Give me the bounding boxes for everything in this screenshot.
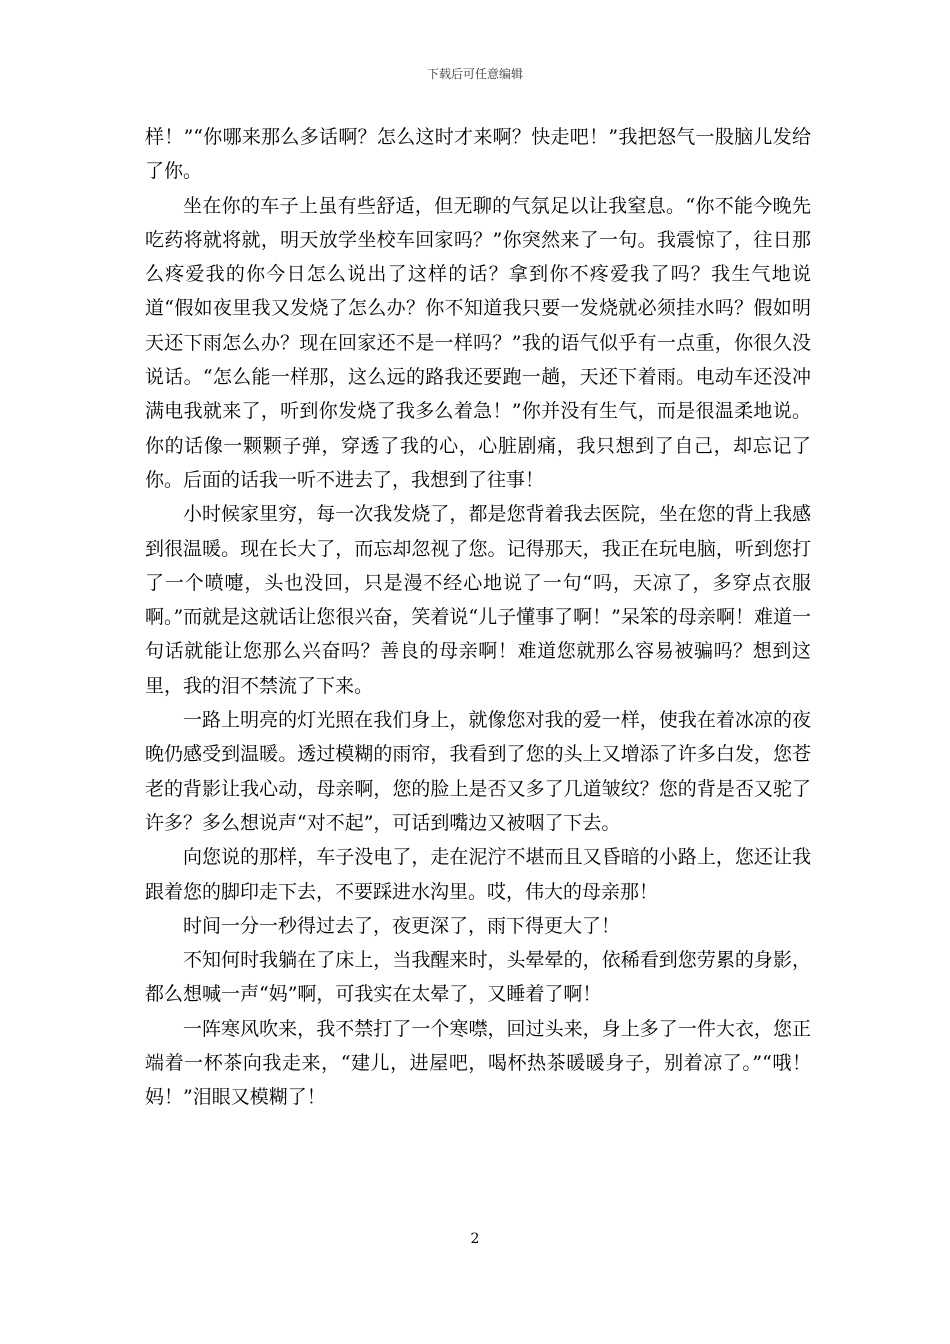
paragraph-1: 样！”“你哪来那么多话啊？怎么这时才来啊？快走吧！”我把怒气一股脑儿发给了你。: [145, 126, 811, 183]
paragraph-5: 向您说的那样，车子没电了，走在泥泞不堪而且又昏暗的小路上，您还让我跟着您的脚印走下去，不要踩进水沟里。哎，伟大的母亲那！: [145, 846, 811, 903]
paragraph-4: 一路上明亮的灯光照在我们身上，就像您对我的爱一样，使我在着冰凉的夜晚仍感受到温暖。透过模糊的雨帘，我看到了您的头上又增添了许多白发，您苍老的背影让我心动，母亲啊，您的脸上是否又多了几道皱纹？您的背是否又驼了许多？多么想说声“对不起”，可话到嘴边又被咽了下去。: [145, 709, 811, 834]
paragraph-6: 时间一分一秒得过去了，夜更深了，雨下得更大了！: [183, 914, 621, 937]
page-header: 下载后可任意编辑: [426, 67, 523, 81]
paragraph-8: 一阵寒风吹来，我不禁打了一个寒噤，回过头来，身上多了一件大衣，您正端着一杯茶向我走来，“建儿，进屋吧，喝杯热茶暖暖身子，别着凉了。”“哦！妈！”泪眼又模糊了！: [145, 1017, 811, 1109]
document-body: [145, 120, 811, 1115]
page-number: 2: [470, 1231, 480, 1247]
paragraph-2: 坐在你的车子上虽有些舒适，但无聊的气氛足以让我窒息。“你不能今晚先吃药将就将就，明天放学坐校车回家吗？”你突然来了一句。我震惊了，往日那么疼爱我的你今日怎么说出了这样的话？拿到你不疼爱我了吗？我生气地说道“假如夜里我又发烧了怎么办？你不知道我只要一发烧就必须挂水吗？假如明天还下雨怎么办？现在回家还不是一样吗？”我的语气似乎有一点重，你很久没说话。“怎么能一样那，这么远的路我还要跑一趟，天还下着雨。电动车还没冲满电我就来了，听到你发烧了我多么着急！”你并没有生气，而是很温柔地说。你的话像一颗颗子弹，穿透了我的心，心脏剧痛，我只想到了自己，却忘记了你。后面的话我一听不进去了，我想到了往事！: [145, 194, 811, 491]
paragraph-7: 不知何时我躺在了床上，当我醒来时，头晕晕的，依稀看到您劳累的身影，都么想喊一声“妈”啊，可我实在太晕了，又睡着了啊！: [145, 949, 811, 1006]
paragraph-3: 小时候家里穷，每一次我发烧了，都是您背着我去医院，坐在您的背上我感到很温暖。现在长大了，而忘却忽视了您。记得那天，我正在玩电脑，听到您打了一个喷嚏，头也没回，只是漫不经心地说了一句“吗，天凉了，多穿点衣服啊。”而就是这就话让您很兴奋，笑着说“儿子懂事了啊！”呆笨的母亲啊！难道一句话就能让您那么兴奋吗？善良的母亲啊！难道您就那么容易被骗吗？想到这里，我的泪不禁流了下来。: [145, 503, 811, 697]
